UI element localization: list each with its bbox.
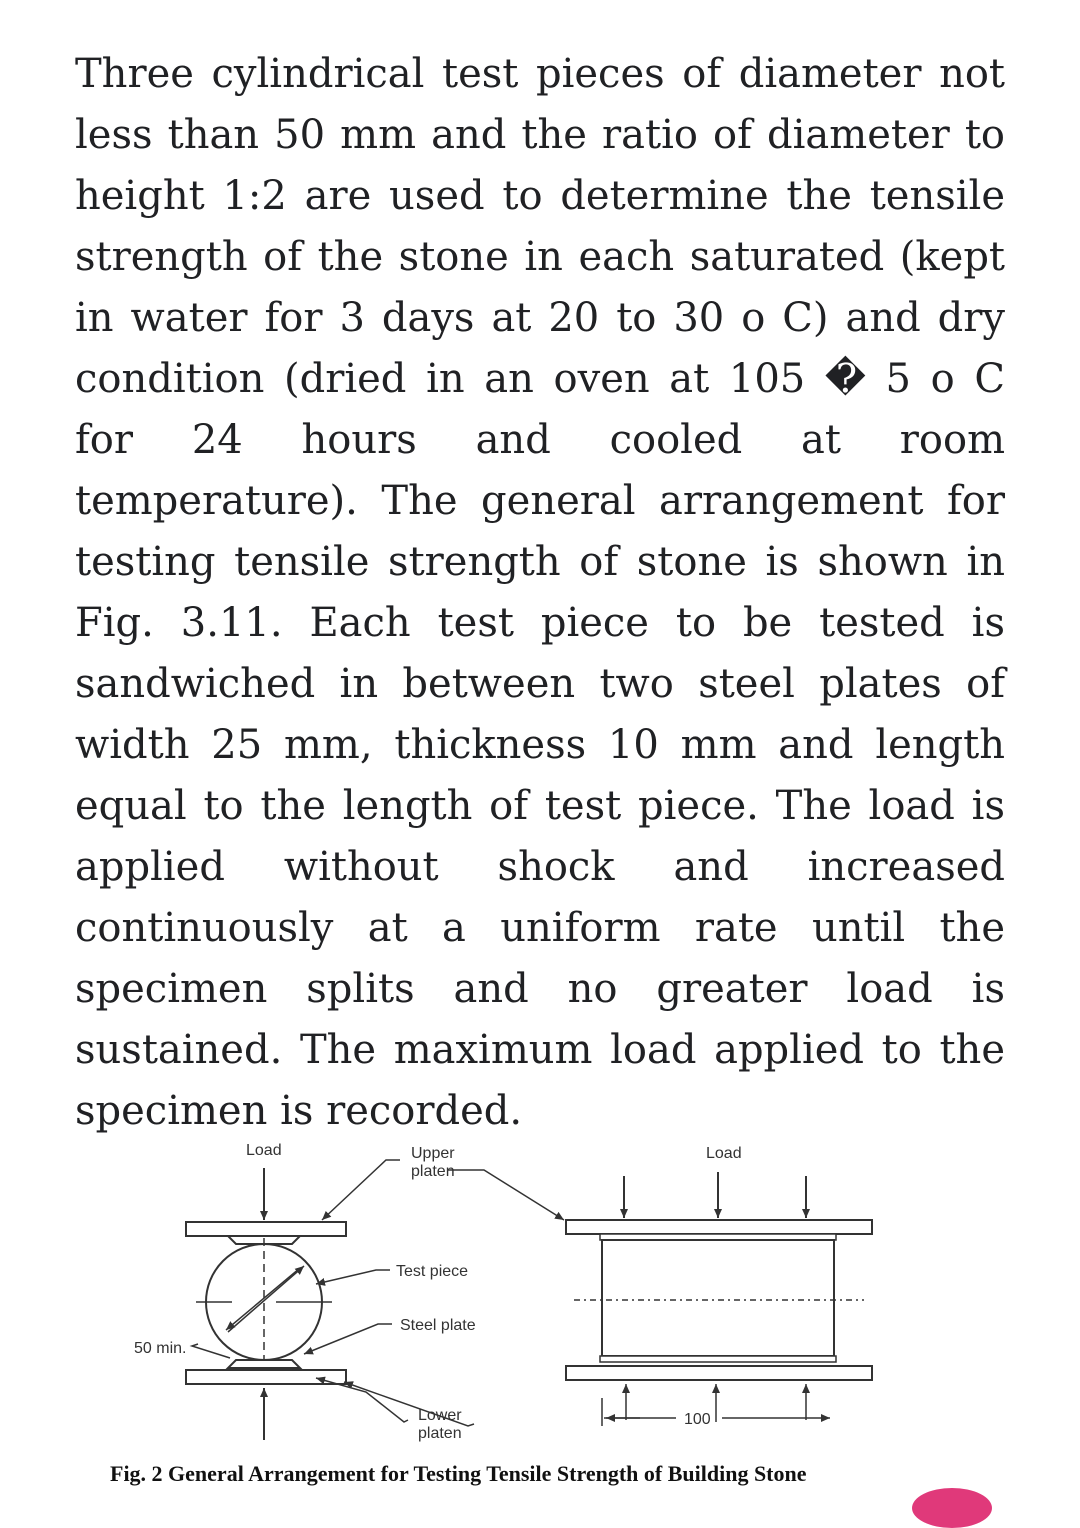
- upper-platen-right: [566, 1220, 872, 1234]
- floating-badge[interactable]: [912, 1488, 992, 1528]
- test-piece-side: [602, 1240, 834, 1356]
- test-arrangement-figure: [0, 1120, 1080, 1503]
- side-view: [566, 1172, 872, 1426]
- label-lower-platen-1: Lower: [418, 1407, 462, 1424]
- label-lower-platen-2: platen: [418, 1425, 462, 1442]
- label-fifty-min: 50 min.: [134, 1340, 187, 1357]
- label-load-right: Load: [706, 1145, 742, 1162]
- label-steel-plate: Steel plate: [400, 1317, 476, 1334]
- end-view: [186, 1168, 346, 1440]
- label-load-left: Load: [246, 1142, 282, 1159]
- lower-steel-plate-left: [228, 1360, 300, 1368]
- label-upper-platen-2: platen: [411, 1163, 455, 1180]
- figure-drawing: [0, 1120, 1080, 1460]
- figure-caption: Fig. 2 General Arrangement for Testing Tensile Strength of Building Stone: [110, 1461, 807, 1486]
- lower-platen-left: [186, 1370, 346, 1384]
- lower-platen-right: [566, 1366, 872, 1380]
- label-upper-platen-1: Upper: [411, 1145, 455, 1162]
- body-paragraph: Three cylindrical test pieces of diameter not less than 50 mm and the ratio of diameter to height 1:2 are used to determine the tensile strength of the stone in each saturated (kept in water for 3 days at 20 to 30 o C) and dry condition (dried in an oven at 105 � 5 o C for 24 hours and cooled at room temperature). The general arrangement for testing tensile strength of stone is shown in Fig. 3.11. Each test piece to be tested is sandwiched in between two steel plates of width 25 mm, thickness 10 mm and length equal to the length of test piece. The load is applied without shock and increased continuously at a uniform rate until the specimen splits and no greater load is sustained. The maximum load applied to the specimen is recorded.: [75, 51, 1005, 1134]
- label-hundred: 100: [684, 1411, 711, 1428]
- upper-platen-left: [186, 1222, 346, 1236]
- label-test-piece: Test piece: [396, 1263, 469, 1280]
